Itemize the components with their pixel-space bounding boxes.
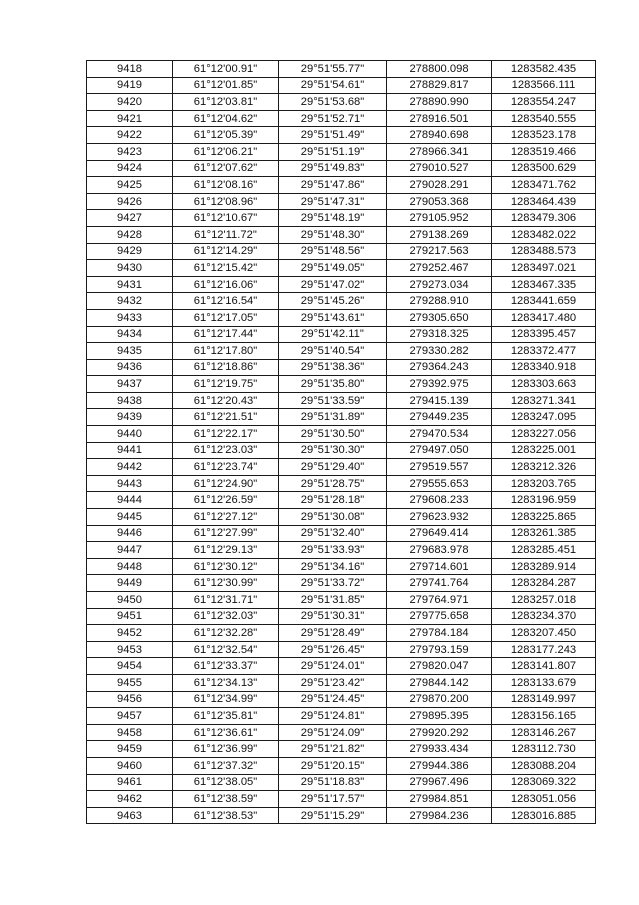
table-row xyxy=(87,542,596,559)
latitude-cell: 29°51'53.68" xyxy=(279,94,387,111)
longitude-cell: 61°12'34.13" xyxy=(173,674,279,691)
northing-cell: 1283261.385 xyxy=(492,525,596,542)
table-row xyxy=(87,525,596,542)
longitude-cell: 61°12'38.53" xyxy=(173,807,279,824)
northing-cell: 1283519.466 xyxy=(492,143,596,160)
table-row xyxy=(87,774,596,791)
table-row xyxy=(87,260,596,277)
latitude-cell: 29°51'45.26" xyxy=(279,293,387,310)
easting-cell: 279519.557 xyxy=(387,459,492,476)
table-row xyxy=(87,492,596,509)
latitude-cell: 29°51'18.83" xyxy=(279,774,387,791)
northing-cell: 1283141.807 xyxy=(492,658,596,675)
point-number-cell: 9428 xyxy=(87,226,173,243)
easting-cell: 279555.653 xyxy=(387,475,492,492)
coordinate-table-body xyxy=(87,61,596,824)
table-row xyxy=(87,442,596,459)
point-number-cell: 9425 xyxy=(87,177,173,194)
latitude-cell: 29°51'33.72" xyxy=(279,575,387,592)
easting-cell: 278800.098 xyxy=(387,61,492,78)
northing-cell: 1283554.247 xyxy=(492,94,596,111)
table-row xyxy=(87,243,596,260)
northing-cell: 1283212.326 xyxy=(492,459,596,476)
northing-cell: 1283196.959 xyxy=(492,492,596,509)
latitude-cell: 29°51'28.18" xyxy=(279,492,387,509)
latitude-cell: 29°51'52.71" xyxy=(279,110,387,127)
point-number-cell: 9457 xyxy=(87,708,173,725)
latitude-cell: 29°51'30.30" xyxy=(279,442,387,459)
latitude-cell: 29°51'28.49" xyxy=(279,625,387,642)
longitude-cell: 61°12'06.21" xyxy=(173,143,279,160)
point-number-cell: 9442 xyxy=(87,459,173,476)
northing-cell: 1283582.435 xyxy=(492,61,596,78)
longitude-cell: 61°12'16.54" xyxy=(173,293,279,310)
northing-cell: 1283464.439 xyxy=(492,193,596,210)
easting-cell: 278829.817 xyxy=(387,77,492,94)
latitude-cell: 29°51'32.40" xyxy=(279,525,387,542)
latitude-cell: 29°51'31.89" xyxy=(279,409,387,426)
latitude-cell: 29°51'48.30" xyxy=(279,226,387,243)
easting-cell: 279920.292 xyxy=(387,724,492,741)
point-number-cell: 9448 xyxy=(87,558,173,575)
northing-cell: 1283227.056 xyxy=(492,426,596,443)
longitude-cell: 61°12'01.85" xyxy=(173,77,279,94)
easting-cell: 279105.952 xyxy=(387,210,492,227)
point-number-cell: 9460 xyxy=(87,757,173,774)
easting-cell: 279895.395 xyxy=(387,708,492,725)
easting-cell: 279784.184 xyxy=(387,625,492,642)
northing-cell: 1283112.730 xyxy=(492,741,596,758)
point-number-cell: 9430 xyxy=(87,260,173,277)
table-row xyxy=(87,757,596,774)
table-row xyxy=(87,575,596,592)
table-row xyxy=(87,724,596,741)
table-row xyxy=(87,359,596,376)
easting-cell: 279967.496 xyxy=(387,774,492,791)
northing-cell: 1283497.021 xyxy=(492,260,596,277)
table-row xyxy=(87,309,596,326)
longitude-cell: 61°12'37.32" xyxy=(173,757,279,774)
point-number-cell: 9441 xyxy=(87,442,173,459)
easting-cell: 279330.282 xyxy=(387,343,492,360)
longitude-cell: 61°12'07.62" xyxy=(173,160,279,177)
latitude-cell: 29°51'30.08" xyxy=(279,509,387,526)
latitude-cell: 29°51'47.02" xyxy=(279,276,387,293)
longitude-cell: 61°12'17.80" xyxy=(173,343,279,360)
longitude-cell: 61°12'17.05" xyxy=(173,309,279,326)
point-number-cell: 9458 xyxy=(87,724,173,741)
northing-cell: 1283284.287 xyxy=(492,575,596,592)
longitude-cell: 61°12'05.39" xyxy=(173,127,279,144)
easting-cell: 279318.325 xyxy=(387,326,492,343)
easting-cell: 279415.139 xyxy=(387,392,492,409)
longitude-cell: 61°12'18.86" xyxy=(173,359,279,376)
easting-cell: 279449.235 xyxy=(387,409,492,426)
northing-cell: 1283372.477 xyxy=(492,343,596,360)
longitude-cell: 61°12'20.43" xyxy=(173,392,279,409)
northing-cell: 1283467.335 xyxy=(492,276,596,293)
longitude-cell: 61°12'30.12" xyxy=(173,558,279,575)
easting-cell: 279028.291 xyxy=(387,177,492,194)
latitude-cell: 29°51'43.61" xyxy=(279,309,387,326)
longitude-cell: 61°12'21.51" xyxy=(173,409,279,426)
latitude-cell: 29°51'51.19" xyxy=(279,143,387,160)
latitude-cell: 29°51'48.19" xyxy=(279,210,387,227)
table-row xyxy=(87,210,596,227)
easting-cell: 278966.341 xyxy=(387,143,492,160)
longitude-cell: 61°12'36.61" xyxy=(173,724,279,741)
table-row xyxy=(87,160,596,177)
point-number-cell: 9462 xyxy=(87,791,173,808)
longitude-cell: 61°12'26.59" xyxy=(173,492,279,509)
point-number-cell: 9456 xyxy=(87,691,173,708)
longitude-cell: 61°12'38.59" xyxy=(173,791,279,808)
longitude-cell: 61°12'33.37" xyxy=(173,658,279,675)
northing-cell: 1283500.629 xyxy=(492,160,596,177)
point-number-cell: 9459 xyxy=(87,741,173,758)
easting-cell: 279305.650 xyxy=(387,309,492,326)
longitude-cell: 61°12'24.90" xyxy=(173,475,279,492)
easting-cell: 279984.851 xyxy=(387,791,492,808)
longitude-cell: 61°12'32.28" xyxy=(173,625,279,642)
latitude-cell: 29°51'17.57" xyxy=(279,791,387,808)
table-row xyxy=(87,127,596,144)
easting-cell: 278940.698 xyxy=(387,127,492,144)
latitude-cell: 29°51'47.86" xyxy=(279,177,387,194)
longitude-cell: 61°12'11.72" xyxy=(173,226,279,243)
longitude-cell: 61°12'35.81" xyxy=(173,708,279,725)
northing-cell: 1283225.001 xyxy=(492,442,596,459)
northing-cell: 1283225.865 xyxy=(492,509,596,526)
easting-cell: 279944.386 xyxy=(387,757,492,774)
longitude-cell: 61°12'03.81" xyxy=(173,94,279,111)
northing-cell: 1283523.178 xyxy=(492,127,596,144)
longitude-cell: 61°12'23.74" xyxy=(173,459,279,476)
northing-cell: 1283156.165 xyxy=(492,708,596,725)
northing-cell: 1283471.762 xyxy=(492,177,596,194)
table-row xyxy=(87,110,596,127)
latitude-cell: 29°51'30.50" xyxy=(279,426,387,443)
longitude-cell: 61°12'22.17" xyxy=(173,426,279,443)
easting-cell: 279392.975 xyxy=(387,376,492,393)
longitude-cell: 61°12'30.99" xyxy=(173,575,279,592)
easting-cell: 279714.601 xyxy=(387,558,492,575)
northing-cell: 1283257.018 xyxy=(492,592,596,609)
northing-cell: 1283566.111 xyxy=(492,77,596,94)
longitude-cell: 61°12'31.71" xyxy=(173,592,279,609)
table-row xyxy=(87,475,596,492)
easting-cell: 279608.233 xyxy=(387,492,492,509)
latitude-cell: 29°51'49.05" xyxy=(279,260,387,277)
easting-cell: 279217.563 xyxy=(387,243,492,260)
longitude-cell: 61°12'00.91" xyxy=(173,61,279,78)
table-row xyxy=(87,459,596,476)
easting-cell: 279364.243 xyxy=(387,359,492,376)
point-number-cell: 9461 xyxy=(87,774,173,791)
northing-cell: 1283069.322 xyxy=(492,774,596,791)
northing-cell: 1283207.450 xyxy=(492,625,596,642)
longitude-cell: 61°12'19.75" xyxy=(173,376,279,393)
longitude-cell: 61°12'27.12" xyxy=(173,509,279,526)
latitude-cell: 29°51'51.49" xyxy=(279,127,387,144)
easting-cell: 279984.236 xyxy=(387,807,492,824)
longitude-cell: 61°12'23.03" xyxy=(173,442,279,459)
table-row xyxy=(87,226,596,243)
point-number-cell: 9443 xyxy=(87,475,173,492)
easting-cell: 279010.527 xyxy=(387,160,492,177)
easting-cell: 279273.034 xyxy=(387,276,492,293)
northing-cell: 1283051.056 xyxy=(492,791,596,808)
point-number-cell: 9444 xyxy=(87,492,173,509)
northing-cell: 1283441.659 xyxy=(492,293,596,310)
latitude-cell: 29°51'35.80" xyxy=(279,376,387,393)
latitude-cell: 29°51'55.77" xyxy=(279,61,387,78)
table-row xyxy=(87,608,596,625)
point-number-cell: 9423 xyxy=(87,143,173,160)
northing-cell: 1283303.663 xyxy=(492,376,596,393)
easting-cell: 279053.368 xyxy=(387,193,492,210)
easting-cell: 279288.910 xyxy=(387,293,492,310)
latitude-cell: 29°51'40.54" xyxy=(279,343,387,360)
northing-cell: 1283479.306 xyxy=(492,210,596,227)
table-row xyxy=(87,674,596,691)
easting-cell: 279138.269 xyxy=(387,226,492,243)
point-number-cell: 9453 xyxy=(87,641,173,658)
table-row xyxy=(87,343,596,360)
point-number-cell: 9431 xyxy=(87,276,173,293)
point-number-cell: 9445 xyxy=(87,509,173,526)
point-number-cell: 9454 xyxy=(87,658,173,675)
table-row xyxy=(87,61,596,78)
easting-cell: 279252.467 xyxy=(387,260,492,277)
latitude-cell: 29°51'30.31" xyxy=(279,608,387,625)
longitude-cell: 61°12'14.29" xyxy=(173,243,279,260)
point-number-cell: 9437 xyxy=(87,376,173,393)
table-row xyxy=(87,77,596,94)
easting-cell: 279470.534 xyxy=(387,426,492,443)
latitude-cell: 29°51'24.09" xyxy=(279,724,387,741)
northing-cell: 1283271.341 xyxy=(492,392,596,409)
latitude-cell: 29°51'31.85" xyxy=(279,592,387,609)
table-row xyxy=(87,326,596,343)
table-row xyxy=(87,143,596,160)
northing-cell: 1283247.095 xyxy=(492,409,596,426)
point-number-cell: 9450 xyxy=(87,592,173,609)
table-row xyxy=(87,193,596,210)
point-number-cell: 9452 xyxy=(87,625,173,642)
northing-cell: 1283395.457 xyxy=(492,326,596,343)
point-number-cell: 9440 xyxy=(87,426,173,443)
table-row xyxy=(87,409,596,426)
point-number-cell: 9432 xyxy=(87,293,173,310)
latitude-cell: 29°51'48.56" xyxy=(279,243,387,260)
longitude-cell: 61°12'16.06" xyxy=(173,276,279,293)
point-number-cell: 9451 xyxy=(87,608,173,625)
longitude-cell: 61°12'08.96" xyxy=(173,193,279,210)
latitude-cell: 29°51'33.59" xyxy=(279,392,387,409)
table-row xyxy=(87,625,596,642)
longitude-cell: 61°12'17.44" xyxy=(173,326,279,343)
longitude-cell: 61°12'27.99" xyxy=(173,525,279,542)
table-row xyxy=(87,94,596,111)
point-number-cell: 9436 xyxy=(87,359,173,376)
northing-cell: 1283149.997 xyxy=(492,691,596,708)
easting-cell: 279820.047 xyxy=(387,658,492,675)
table-row xyxy=(87,558,596,575)
longitude-cell: 61°12'32.03" xyxy=(173,608,279,625)
point-number-cell: 9455 xyxy=(87,674,173,691)
table-row xyxy=(87,509,596,526)
point-number-cell: 9429 xyxy=(87,243,173,260)
latitude-cell: 29°51'28.75" xyxy=(279,475,387,492)
northing-cell: 1283088.204 xyxy=(492,757,596,774)
latitude-cell: 29°51'38.36" xyxy=(279,359,387,376)
latitude-cell: 29°51'34.16" xyxy=(279,558,387,575)
longitude-cell: 61°12'32.54" xyxy=(173,641,279,658)
longitude-cell: 61°12'34.99" xyxy=(173,691,279,708)
latitude-cell: 29°51'24.81" xyxy=(279,708,387,725)
longitude-cell: 61°12'15.42" xyxy=(173,260,279,277)
latitude-cell: 29°51'54.61" xyxy=(279,77,387,94)
latitude-cell: 29°51'21.82" xyxy=(279,741,387,758)
longitude-cell: 61°12'36.99" xyxy=(173,741,279,758)
point-number-cell: 9418 xyxy=(87,61,173,78)
table-row xyxy=(87,641,596,658)
table-row xyxy=(87,276,596,293)
point-number-cell: 9446 xyxy=(87,525,173,542)
northing-cell: 1283234.370 xyxy=(492,608,596,625)
latitude-cell: 29°51'24.45" xyxy=(279,691,387,708)
point-number-cell: 9427 xyxy=(87,210,173,227)
table-row xyxy=(87,691,596,708)
table-row xyxy=(87,658,596,675)
latitude-cell: 29°51'20.15" xyxy=(279,757,387,774)
latitude-cell: 29°51'29.40" xyxy=(279,459,387,476)
latitude-cell: 29°51'47.31" xyxy=(279,193,387,210)
northing-cell: 1283482.022 xyxy=(492,226,596,243)
northing-cell: 1283340.918 xyxy=(492,359,596,376)
northing-cell: 1283289.914 xyxy=(492,558,596,575)
easting-cell: 279741.764 xyxy=(387,575,492,592)
point-number-cell: 9424 xyxy=(87,160,173,177)
easting-cell: 279497.050 xyxy=(387,442,492,459)
table-row xyxy=(87,741,596,758)
table-row xyxy=(87,708,596,725)
northing-cell: 1283146.267 xyxy=(492,724,596,741)
longitude-cell: 61°12'04.62" xyxy=(173,110,279,127)
point-number-cell: 9438 xyxy=(87,392,173,409)
longitude-cell: 61°12'38.05" xyxy=(173,774,279,791)
table-row xyxy=(87,392,596,409)
table-row xyxy=(87,177,596,194)
latitude-cell: 29°51'26.45" xyxy=(279,641,387,658)
northing-cell: 1283203.765 xyxy=(492,475,596,492)
table-row xyxy=(87,376,596,393)
northing-cell: 1283133.679 xyxy=(492,674,596,691)
latitude-cell: 29°51'24.01" xyxy=(279,658,387,675)
easting-cell: 278890.990 xyxy=(387,94,492,111)
coordinate-table xyxy=(86,60,596,824)
table-row xyxy=(87,592,596,609)
easting-cell: 279683.978 xyxy=(387,542,492,559)
point-number-cell: 9434 xyxy=(87,326,173,343)
easting-cell: 279793.159 xyxy=(387,641,492,658)
point-number-cell: 9439 xyxy=(87,409,173,426)
table-row xyxy=(87,426,596,443)
longitude-cell: 61°12'08.16" xyxy=(173,177,279,194)
northing-cell: 1283417.480 xyxy=(492,309,596,326)
easting-cell: 279764.971 xyxy=(387,592,492,609)
point-number-cell: 9420 xyxy=(87,94,173,111)
easting-cell: 279775.658 xyxy=(387,608,492,625)
table-row xyxy=(87,791,596,808)
table-row xyxy=(87,807,596,824)
point-number-cell: 9447 xyxy=(87,542,173,559)
point-number-cell: 9419 xyxy=(87,77,173,94)
point-number-cell: 9433 xyxy=(87,309,173,326)
latitude-cell: 29°51'42.11" xyxy=(279,326,387,343)
northing-cell: 1283488.573 xyxy=(492,243,596,260)
table-row xyxy=(87,293,596,310)
northing-cell: 1283177.243 xyxy=(492,641,596,658)
latitude-cell: 29°51'15.29" xyxy=(279,807,387,824)
point-number-cell: 9449 xyxy=(87,575,173,592)
point-number-cell: 9421 xyxy=(87,110,173,127)
latitude-cell: 29°51'49.83" xyxy=(279,160,387,177)
point-number-cell: 9435 xyxy=(87,343,173,360)
easting-cell: 279649.414 xyxy=(387,525,492,542)
point-number-cell: 9422 xyxy=(87,127,173,144)
easting-cell: 279844.142 xyxy=(387,674,492,691)
longitude-cell: 61°12'29.13" xyxy=(173,542,279,559)
point-number-cell: 9463 xyxy=(87,807,173,824)
easting-cell: 279933.434 xyxy=(387,741,492,758)
northing-cell: 1283540.555 xyxy=(492,110,596,127)
easting-cell: 279870.200 xyxy=(387,691,492,708)
northing-cell: 1283016.885 xyxy=(492,807,596,824)
easting-cell: 278916.501 xyxy=(387,110,492,127)
latitude-cell: 29°51'23.42" xyxy=(279,674,387,691)
easting-cell: 279623.932 xyxy=(387,509,492,526)
point-number-cell: 9426 xyxy=(87,193,173,210)
longitude-cell: 61°12'10.67" xyxy=(173,210,279,227)
northing-cell: 1283285.451 xyxy=(492,542,596,559)
latitude-cell: 29°51'33.93" xyxy=(279,542,387,559)
